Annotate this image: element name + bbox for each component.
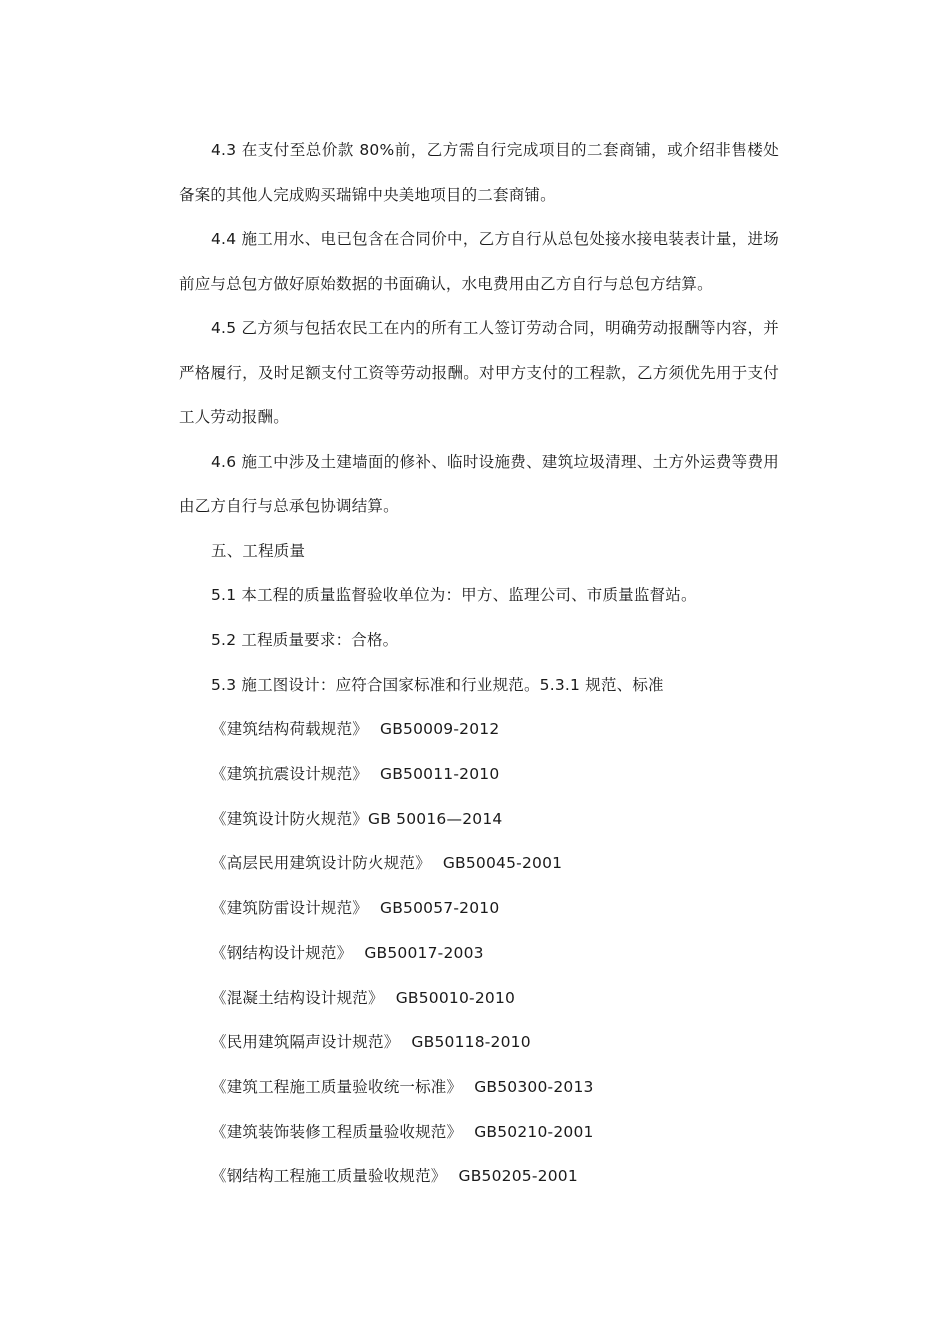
standard-name: 《建筑抗震设计规范》 [211,765,369,784]
standard-name: 《建筑工程施工质量验收统一标准》 [211,1077,463,1096]
standard-name: 《混凝土结构设计规范》 [211,988,384,1007]
standard-name: 《建筑设计防火规范》 [211,809,369,828]
standard-name: 《民用建筑隔声设计规范》 [211,1033,400,1052]
standard-item [179,797,779,842]
clause-5-3: 5.3 施工图设计：应符合国家标准和行业规范。5.3.1 规范、标准 [211,675,664,694]
standard-name: 《建筑装饰装修工程质量验收规范》 [211,1122,463,1141]
standard-item [179,707,779,752]
document-body [179,128,779,1199]
standard-code: GB50300-2013 [474,1077,594,1096]
clause-4-5: 4.5 乙方须与包括农民工在内的所有工人签订劳动合同，明确劳动报酬等内容，并严格履行，及时足额支付工资等劳动报酬。对甲方支付的工程款，乙方须优先用于支付工人劳动报酬。 [179,319,779,426]
clause-4-6: 4.6 施工中涉及土建墙面的修补、临时设施费、建筑垃圾清理、土方外运费等费用由乙方自行与总承包协调结算。 [179,452,779,515]
clause-4-3: 4.3 在支付至总价款 80%前，乙方需自行完成项目的二套商铺，或介绍非售楼处备案的其他人完成购买瑞锦中央美地项目的二套商铺。 [179,141,779,204]
standard-code: GB50011-2010 [380,765,500,784]
standard-code: GB50118-2010 [411,1033,531,1052]
standard-item [179,886,779,931]
clause-5-2: 5.2 工程质量要求：合格。 [211,630,399,649]
standard-code: GB50210-2001 [474,1122,594,1141]
standard-code: GB 50016—2014 [368,809,503,828]
standard-name: 《建筑结构荷载规范》 [211,720,369,739]
standard-name: 《钢结构工程施工质量验收规范》 [211,1167,447,1186]
standard-item [179,1110,779,1155]
standard-name: 《高层民用建筑设计防火规范》 [211,854,431,873]
standard-name: 《建筑防雷设计规范》 [211,899,369,918]
standard-code: GB50009-2012 [380,720,500,739]
standard-item [179,931,779,976]
clause-4-4: 4.4 施工用水、电已包含在合同价中，乙方自行从总包处接水接电装表计量，进场前应与总包方做好原始数据的书面确认，水电费用由乙方自行与总包方结算。 [179,230,779,293]
standard-item [179,1154,779,1199]
standard-code: GB50010-2010 [395,988,516,1007]
standard-code: GB50205-2001 [458,1167,578,1186]
standard-item [179,1065,779,1110]
standard-code: GB50017-2003 [364,943,484,962]
standard-item [179,841,779,886]
standard-item [179,976,779,1021]
clause-5-1: 5.1 本工程的质量监督验收单位为：甲方、监理公司、市质量监督站。 [211,586,697,605]
standard-code: GB50045-2001 [442,854,563,873]
standard-item [179,752,779,797]
standard-item [179,1020,779,1065]
standard-code: GB50057-2010 [380,899,500,918]
section-heading-quality: 五、工程质量 [211,541,306,560]
standard-name: 《钢结构设计规范》 [211,943,353,962]
